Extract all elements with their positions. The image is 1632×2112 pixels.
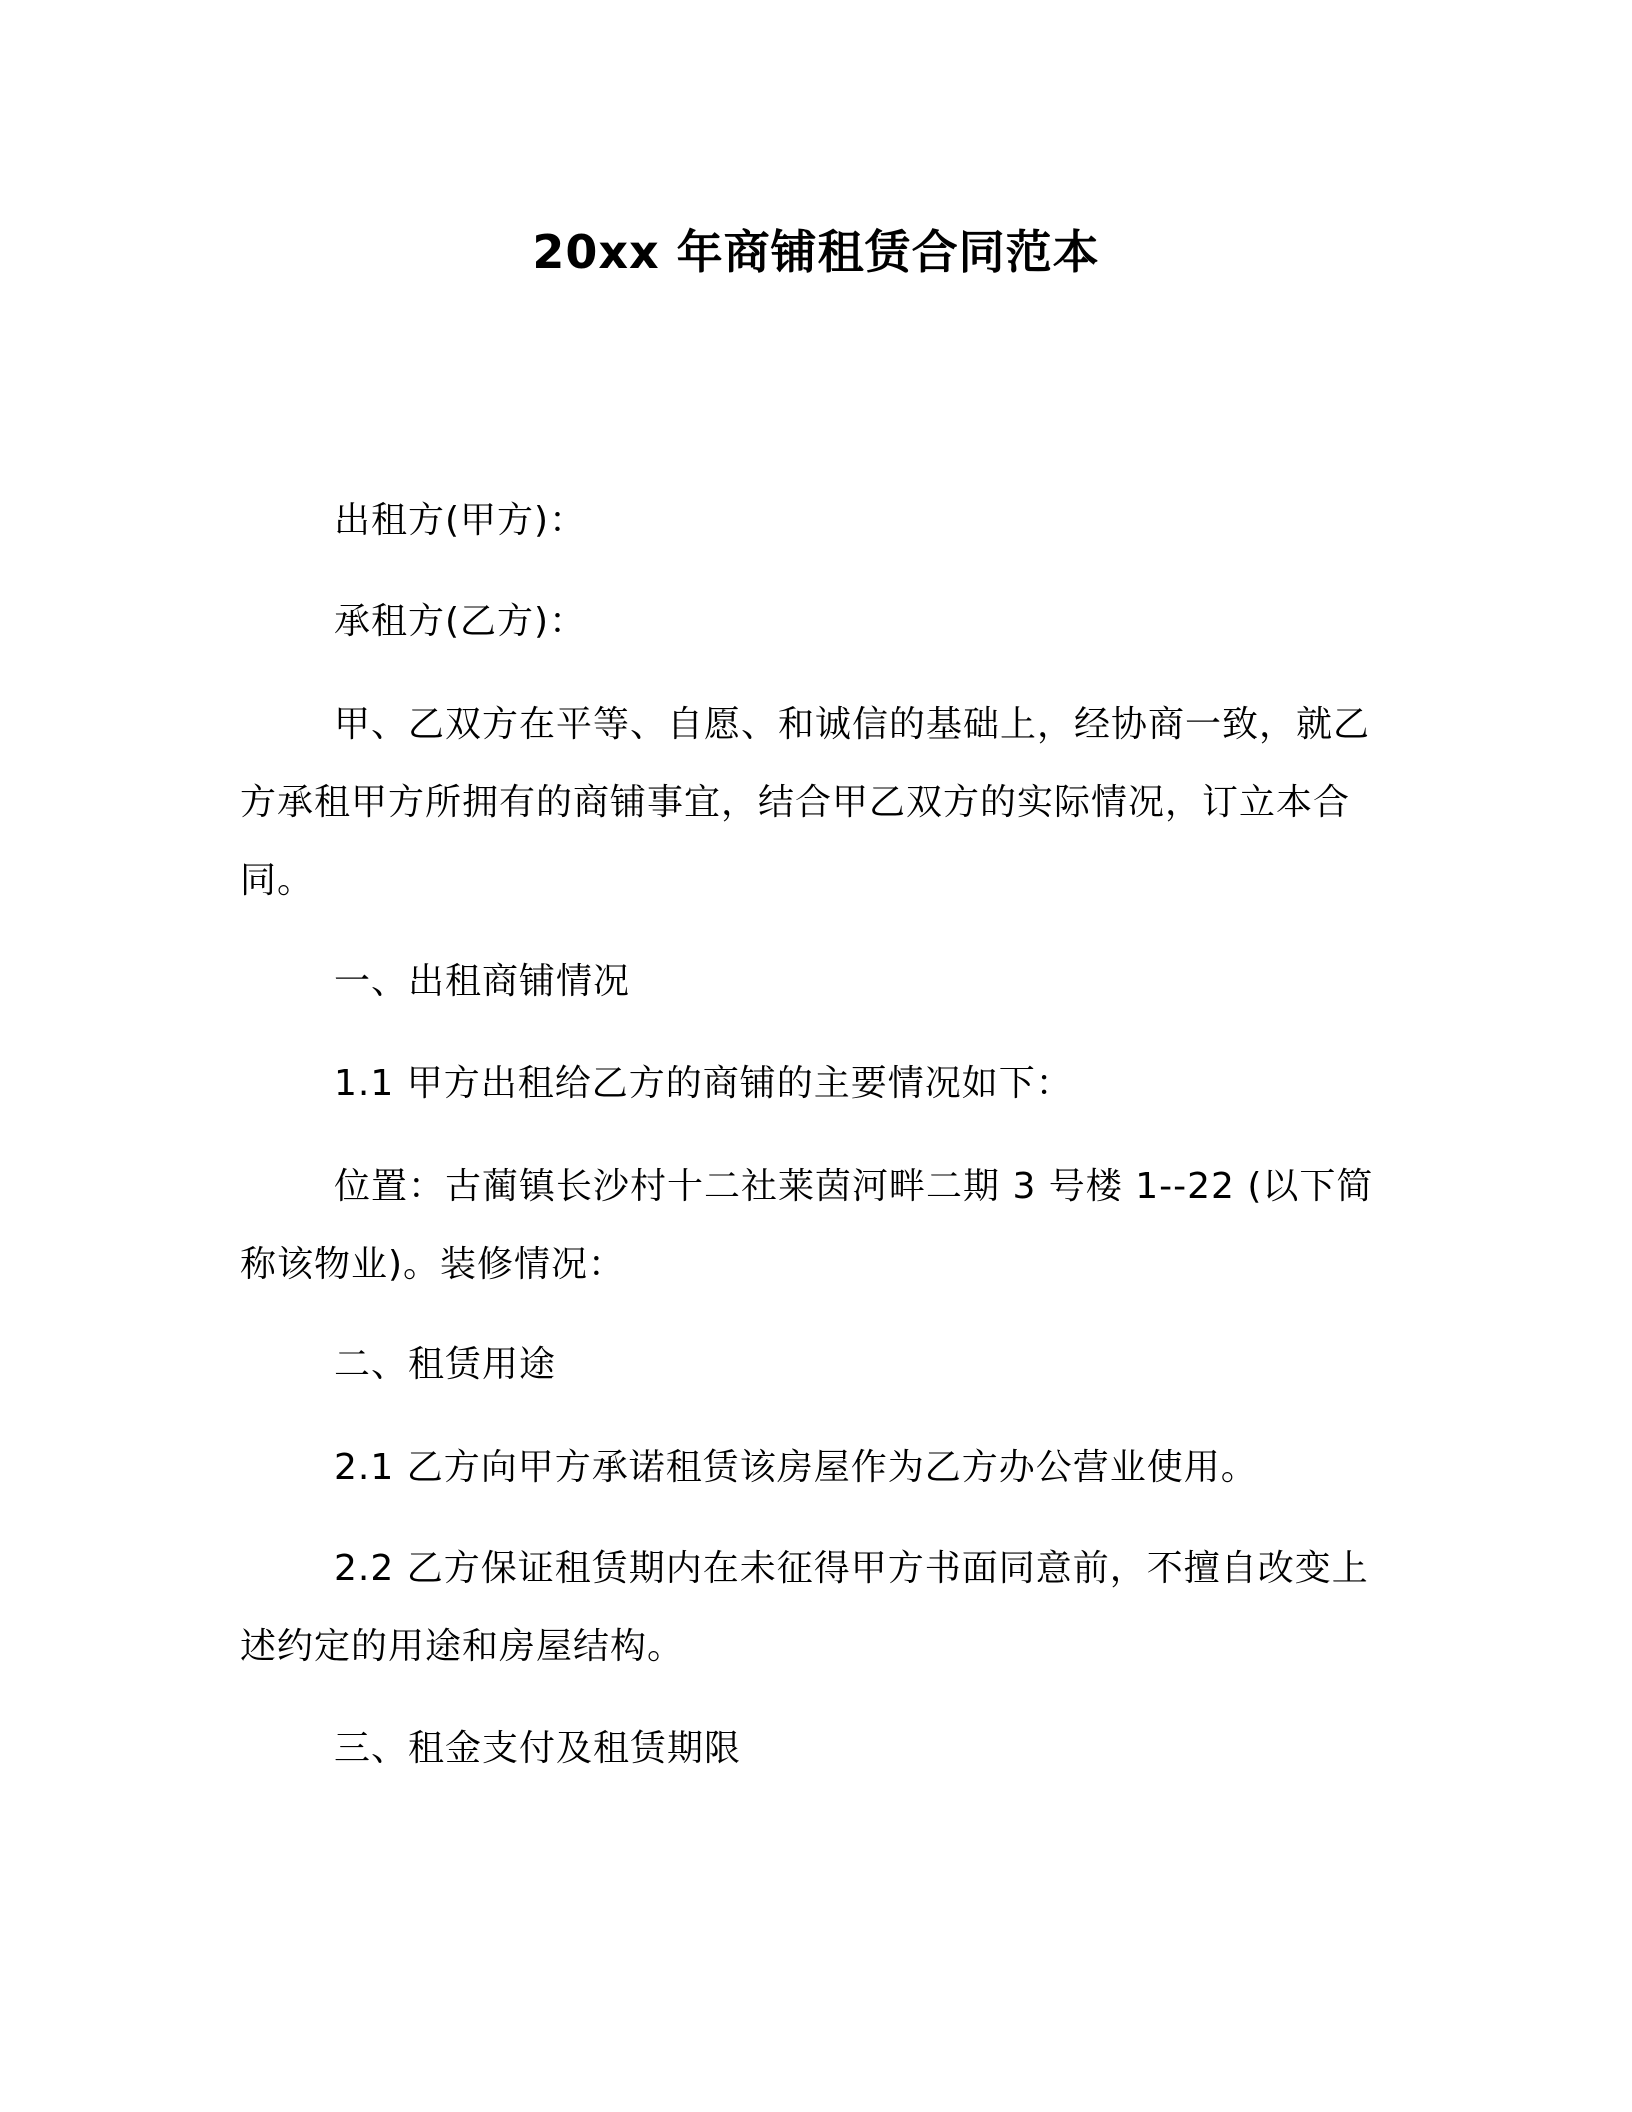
location-paragraph: 位置：古蔺镇长沙村十二社莱茵河畔二期 3 号楼 1--22 (以下简称该物业)。装修情况：: [240, 1166, 1374, 1285]
section-2-heading: 二、租赁用途: [334, 1344, 557, 1385]
section-1-heading: 一、出租商铺情况: [334, 961, 631, 1002]
preamble-paragraph: 甲、乙双方在平等、自愿、和诚信的基础上，经协商一致，就乙方承租甲方所拥有的商铺事宜，结合甲乙双方的实际情况，订立本合同。: [240, 704, 1371, 901]
clause-2-1: 2.1 乙方向甲方承诺租赁该房屋作为乙方办公营业使用。: [334, 1447, 1258, 1488]
section-3-heading: 三、租金支付及租赁期限: [334, 1728, 742, 1769]
clause-1-1: 1.1 甲方出租给乙方的商铺的主要情况如下：: [334, 1063, 1073, 1104]
lessor-line: 出租方(甲方)：: [334, 500, 587, 541]
document-title: 20xx 年商铺租赁合同范本: [532, 225, 1100, 279]
clause-2-2: 2.2 乙方保证租赁期内在未征得甲方书面同意前，不擅自改变上述约定的用途和房屋结构。: [240, 1548, 1369, 1667]
lessee-line: 承租方(乙方)：: [334, 601, 587, 642]
